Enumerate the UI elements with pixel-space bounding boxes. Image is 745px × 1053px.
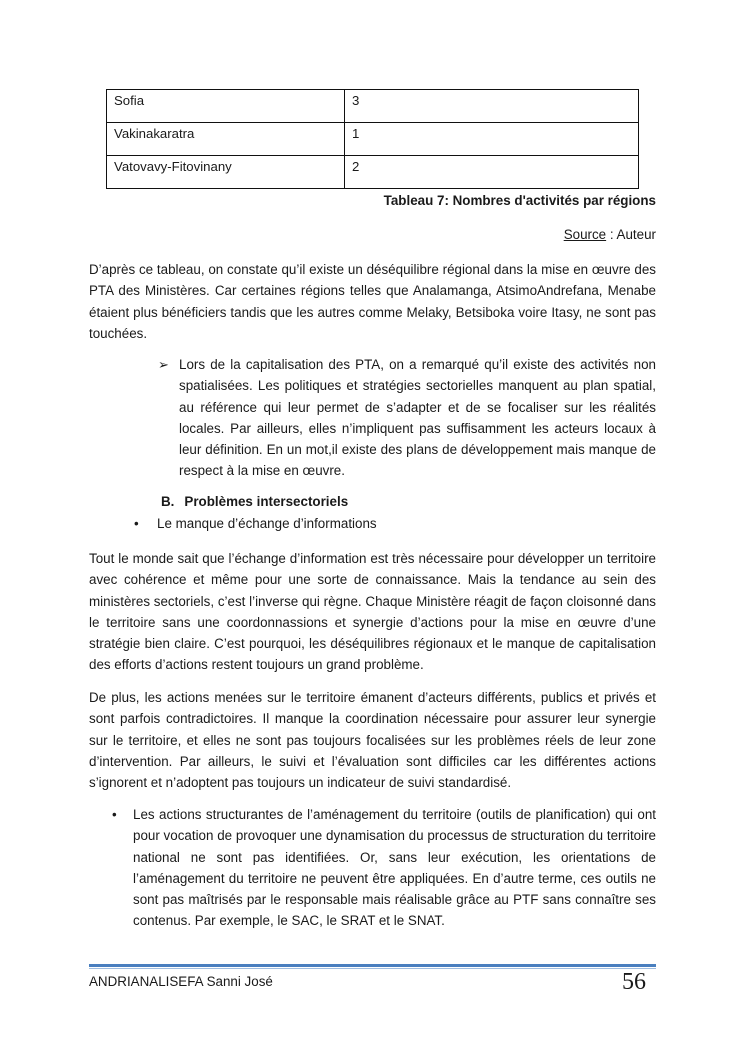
bullet-item-structuring: Les actions structurantes de l’aménagement du territoire (outils de planification) qui ont pour vocation de provoquer une dynamisation du processus de structuration du territoire national ne sont pas identifiées. Or, sans leur exécution, les orientations de l’aménagement du territoire ne peuvent être appliquées. En d’autre terme, ces outils ne sont pas maîtrisés par le responsable mais réalisable grâce au PTF sans connaître ses contenus. Par exemple, le SAC, le SRAT et le SNAT. (133, 807, 656, 929)
regions-table (106, 89, 639, 189)
arrow-bullet-icon: ➢ (158, 357, 169, 372)
table-source (564, 227, 656, 242)
footer-author: ANDRIANALISEFA Sanni José (89, 974, 273, 989)
paragraph-actions: De plus, les actions menées sur le territoire émanent d’acteurs différents, publics et privés et sont parfois contradictoires. Il manque la coordination nécessaire pour assurer leur synergie sur le territoire, et elles ne sont pas toujours focalisées sur les problèmes réels de leur zone d’intervention. Par ailleurs, le suivi et l’évaluation sont difficiles car les différentes actions s’ignorent et n’adoptent pas toujours un indicateur de suivi standardisé. (89, 690, 656, 791)
table-cell-region: Vatovavy-Fitovinany (107, 156, 345, 189)
page-number: 56 (622, 969, 646, 995)
footer-divider-thin (89, 968, 656, 969)
bullet-icon: • (134, 516, 139, 531)
arrow-item-text: Lors de la capitalisation des PTA, on a remarqué qu’il existe des activités non spatialisées. Les politiques et stratégies sectorielles manquent au plan spatial, au référence qui leur permet de s’adapter et de se focaliser sur les réalités locales. Par ailleurs, elles n’impliquent pas suffisamment les acteurs locaux à leur définition. En un mot,il existe des plans de développement mais manque de respect à la mise en œuvre. (179, 357, 656, 479)
bullet-item-text: Le manque d’échange d’informations (157, 516, 377, 531)
table-cell-region: Sofia (107, 90, 345, 123)
table-cell-region: Vakinakaratra (107, 123, 345, 156)
source-value: : Auteur (606, 227, 656, 242)
paragraph-analysis: D’après ce tableau, on constate qu’il existe un déséquilibre régional dans la mise en œuvre des PTA des Ministères. Car certaines régions telles que Analamanga, AtsimoAndrefana, Menabe étaient plus bénéficiers tandis que les autres comme Melaky, Betsiboka voire Itasy, ne sont pas touchées. (89, 262, 656, 341)
table-cell-count: 1 (345, 123, 639, 156)
table-row (107, 156, 639, 189)
footer-divider (89, 964, 656, 967)
source-label: Source (563, 227, 607, 242)
table-row (107, 123, 639, 156)
section-heading (161, 494, 348, 509)
table-cell-count: 3 (345, 90, 639, 123)
paragraph-exchange: Tout le monde sait que l’échange d’information est très nécessaire pour développer un territoire avec cohérence et même pour une sorte de connaissance. Mais la tendance au sein des ministères sectoriels, c’est l’inverse qui règne. Chaque Ministère réagit de façon cloisonné dans le territoire sans une coordonnassions et synergie d’actions pour la mise en œuvre d’une stratégie bien claire. C’est pourquoi, les déséquilibres régionaux et le manque de capitalisation des efforts d’actions restent toujours un grand problème. (89, 551, 656, 673)
table-row (107, 90, 639, 123)
heading-text: Problèmes intersectoriels (184, 494, 349, 509)
table-cell-count: 2 (345, 156, 639, 189)
bullet-icon: • (112, 807, 117, 822)
table-caption: Tableau 7: Nombres d'activités par régions (383, 193, 656, 208)
heading-prefix: B. (161, 494, 175, 509)
